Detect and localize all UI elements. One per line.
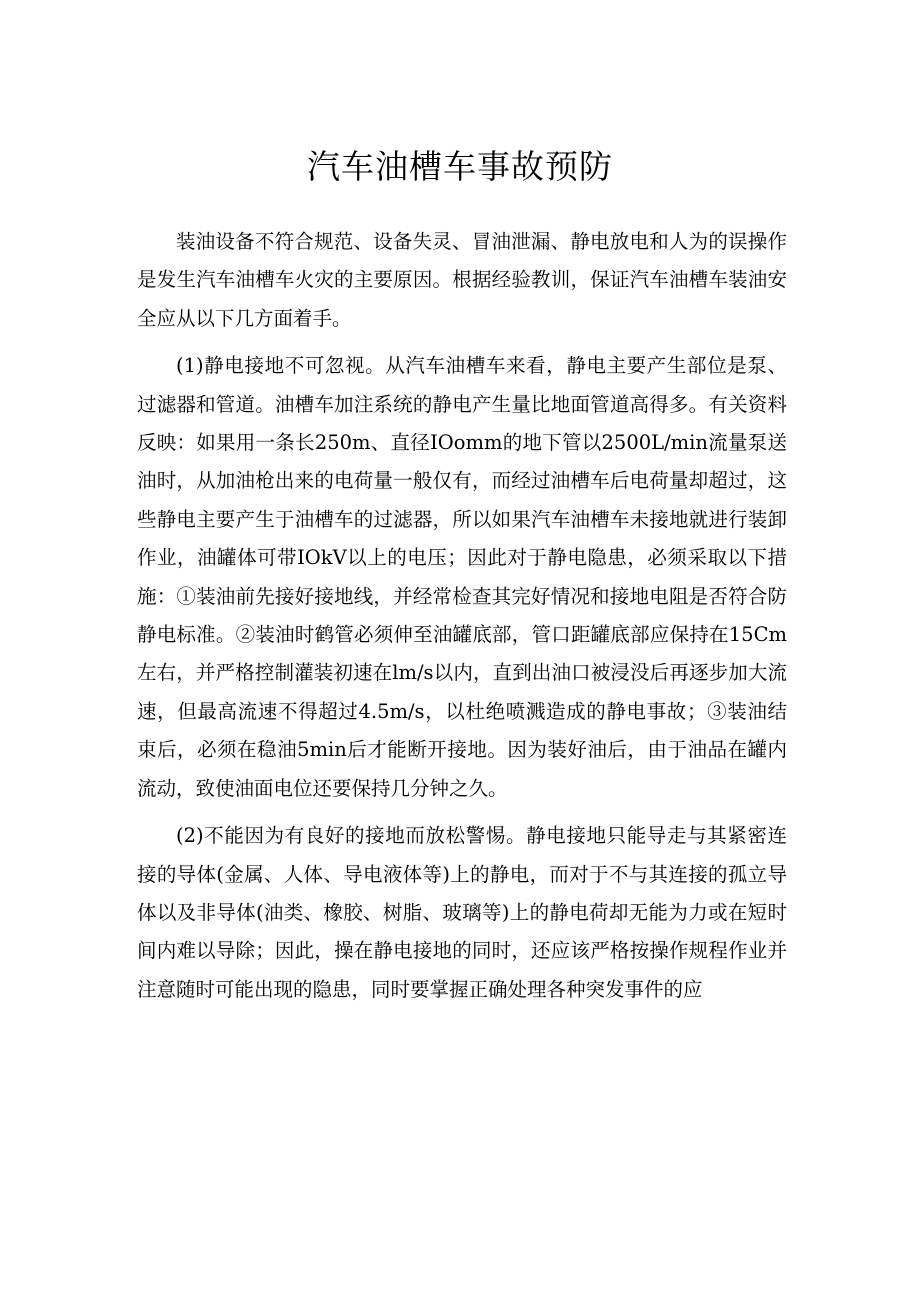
document-title: 汽车油槽车事故预防: [307, 147, 613, 186]
paragraph-static-grounding: (1)静电接地不可忽视。从汽车油槽车来看，静电主要产生部位是泵、过滤器和管道。油槽车加注系统的静电产生量比地面管道高得多。有关资料反映：如果用一条长250m、直径IOomm的地下管以2500L/min流量泵送油时，从加油枪出来的电荷量一般仅有，而经过油槽车后电荷量却超过，这些静电主要产生于油槽车的过滤器，所以如果汽车油槽车未接地就进行装卸作业，油罐体可带IOkV以上的电压；因此对于静电隐患，必须采取以下措施：①装油前先接好接地线，并经常检查其完好情况和接地电阻是否符合防静电标准。②装油时鹤管必须伸至油罐底部，管口距罐底部应保持在15Cm左右，并严格控制灌装初速在lm/s以内，直到出油口被浸没后再逐步加大流速，但最高流速不得超过4.5m/s，以杜绝喷溅造成的静电事故；③装油结束后，必须在稳油5min后才能断开接地。因为装好油后，由于油品在罐内流动，致使油面电位还要保持几分钟之久。: [137, 354, 787, 800]
paragraph-intro: 装油设备不符合规范、设备失灵、冒油泄漏、静电放电和人为的误操作是发生汽车油槽车火灾的主要原因。根据经验教训，保证汽车油槽车装油安全应从以下几方面着手。: [137, 230, 787, 330]
document-body: [137, 223, 787, 1009]
paragraph-stay-vigilant: (2)不能因为有良好的接地而放松警惕。静电接地只能导走与其紧密连接的导体(金属、人体、导电液体等)上的静电，而对于不与其连接的孤立导体以及非导体(油类、橡胶、树脂、玻璃等)上的静电荷却无能为力或在短时间内难以导除；因此，操在静电接地的同时，还应该严格按操作规程作业并注意随时可能出现的隐患，同时要掌握正确处理各种突发事件的应: [137, 824, 787, 1001]
